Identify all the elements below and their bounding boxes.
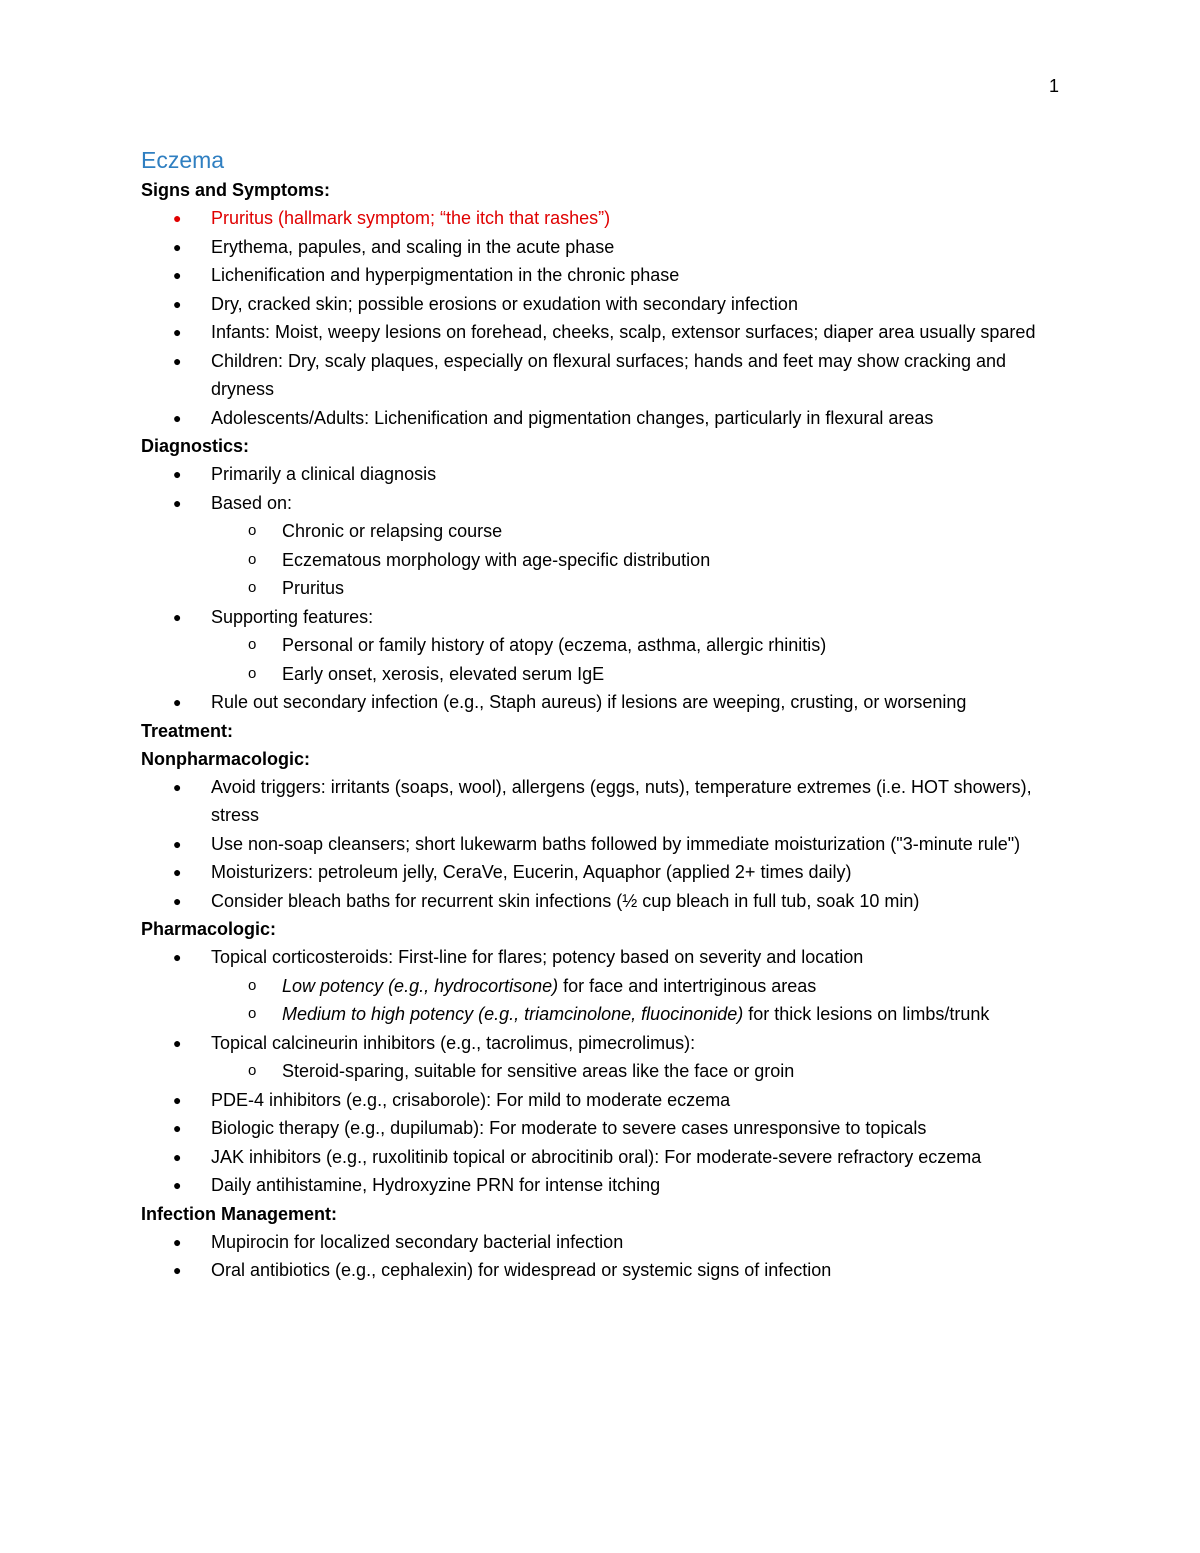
supporting-features-list	[211, 631, 1061, 688]
list-item: ● Pruritus (hallmark symptom; “the itch that rashes”)	[141, 204, 1061, 233]
based-on-list	[211, 517, 1061, 603]
bullet-icon: ●	[173, 1091, 182, 1108]
bullet-icon: ●	[173, 409, 182, 426]
bullet-icon: ●	[173, 1233, 182, 1250]
list-item: ● Based on: o Chronic or relapsing course o Eczematous morphology with age-specific distribution o Pruritus	[141, 489, 1061, 603]
calcineurin-list	[211, 1057, 1061, 1086]
bullet-icon: ●	[173, 892, 182, 909]
bullet-icon: ●	[173, 1262, 182, 1278]
list-item: ● Daily antihistamine, Hydroxyzine PRN for intense itching	[141, 1171, 1061, 1200]
sub-list-item: o Eczematous morphology with age-specific distribution	[211, 546, 1061, 575]
bullet-icon: ●	[173, 210, 182, 226]
bullet-icon: ●	[173, 324, 182, 340]
bullet-icon: ●	[173, 1148, 182, 1165]
list-item: ● Rule out secondary infection (e.g., Staph aureus) if lesions are weeping, crusting, or worsening	[141, 688, 1061, 717]
bullet-icon: ●	[173, 949, 182, 965]
circle-bullet-icon: o	[248, 1005, 257, 1022]
list-item: ● Infants: Moist, weepy lesions on forehead, cheeks, scalp, extensor surfaces; diaper area usually spared	[141, 318, 1061, 347]
circle-bullet-icon: o	[248, 636, 257, 653]
bullet-icon: ●	[173, 778, 182, 795]
circle-bullet-icon: o	[248, 664, 257, 682]
list-item: ● Moisturizers: petroleum jelly, CeraVe, Eucerin, Aquaphor (applied 2+ times daily)	[141, 858, 1061, 887]
list-item: ● Mupirocin for localized secondary bacterial infection	[141, 1228, 1061, 1257]
circle-bullet-icon: o	[248, 1062, 257, 1079]
corticosteroid-potency-list	[211, 972, 1061, 1029]
list-item: ● Primarily a clinical diagnosis	[141, 460, 1061, 489]
circle-bullet-icon: o	[248, 579, 257, 596]
diagnostics-heading: Diagnostics:	[141, 436, 250, 456]
bullet-icon: ●	[173, 466, 182, 482]
sub-list-item: o Personal or family history of atopy (eczema, asthma, allergic rhinitis)	[211, 631, 1061, 660]
signs-list	[141, 204, 1061, 432]
list-item: ● Lichenification and hyperpigmentation in the chronic phase	[141, 261, 1061, 290]
document-body	[141, 144, 1061, 1285]
bullet-icon: ●	[173, 864, 182, 880]
nonpharm-heading: Nonpharmacologic:	[141, 748, 311, 769]
sub-list-item: o Low potency (e.g., hydrocortisone) for face and intertriginous areas	[211, 972, 1061, 1001]
list-item: ● Topical calcineurin inhibitors (e.g., tacrolimus, pimecrolimus): o Steroid-sparing, suitable for sensitive areas like the face or groin	[141, 1029, 1061, 1086]
bullet-icon: ●	[173, 238, 182, 255]
bullet-icon: ●	[173, 1120, 182, 1136]
bullet-icon: ●	[173, 267, 182, 283]
pharm-heading: Pharmacologic:	[141, 919, 277, 939]
infection-list	[141, 1228, 1061, 1285]
sub-list-item: o Chronic or relapsing course	[211, 517, 1061, 546]
list-item: ● Oral antibiotics (e.g., cephalexin) for widespread or systemic signs of infection	[141, 1256, 1061, 1285]
infection-heading: Infection Management:	[141, 1203, 338, 1224]
bullet-icon: ●	[173, 295, 182, 312]
list-item: ● PDE-4 inhibitors (e.g., crisaborole): For mild to moderate eczema	[141, 1086, 1061, 1115]
sub-list-item: o Early onset, xerosis, elevated serum IgE	[211, 660, 1061, 689]
circle-bullet-icon: o	[248, 550, 257, 568]
list-item: ● Adolescents/Adults: Lichenification and pigmentation changes, particularly in flexural areas	[141, 404, 1061, 433]
list-item: ● JAK inhibitors (e.g., ruxolitinib topical or abrocitinib oral): For moderate-severe refractory eczema	[141, 1143, 1061, 1172]
list-item: ● Dry, cracked skin; possible erosions or exudation with secondary infection	[141, 290, 1061, 319]
pharm-list	[141, 943, 1061, 1200]
bullet-icon: ●	[173, 1177, 182, 1193]
list-item: ● Erythema, papules, and scaling in the acute phase	[141, 233, 1061, 262]
circle-bullet-icon: o	[248, 976, 257, 994]
bullet-icon: ●	[173, 1034, 182, 1051]
page-number: 1	[1048, 76, 1059, 96]
sub-list-item: o Medium to high potency (e.g., triamcinolone, fluocinonide) for thick lesions on limbs/trunk	[211, 1000, 1061, 1029]
signs-heading: Signs and Symptoms:	[141, 180, 331, 200]
list-item: ● Avoid triggers: irritants (soaps, wool), allergens (eggs, nuts), temperature extremes (i.e. HOT showers), stress	[141, 773, 1061, 830]
bullet-icon: ●	[173, 694, 182, 710]
bullet-icon: ●	[173, 835, 182, 852]
nonpharm-list	[141, 773, 1061, 916]
list-item: ● Use non-soap cleansers; short lukewarm baths followed by immediate moisturization ("3-minute rule")	[141, 830, 1061, 859]
list-item: ● Supporting features: o Personal or family history of atopy (eczema, asthma, allergic rhinitis) o Early onset, xerosis, elevated serum IgE	[141, 603, 1061, 689]
diagnostics-list	[141, 460, 1061, 717]
bullet-icon: ●	[173, 608, 182, 625]
document-title: Eczema	[141, 147, 225, 173]
bullet-icon: ●	[173, 352, 182, 369]
circle-bullet-icon: o	[248, 522, 257, 539]
list-item: ● Biologic therapy (e.g., dupilumab): For moderate to severe cases unresponsive to topicals	[141, 1114, 1061, 1143]
treatment-heading: Treatment:	[141, 720, 234, 741]
bullet-icon: ●	[173, 494, 182, 511]
sub-list-item: o Pruritus	[211, 574, 1061, 603]
list-item: ● Consider bleach baths for recurrent skin infections (½ cup bleach in full tub, soak 10 min)	[141, 887, 1061, 916]
list-item: ● Topical corticosteroids: First-line for flares; potency based on severity and location o Low potency (e.g., hydrocortisone) for face and intertriginous areas o Medium to high potency (e.g., triamcinolone, fluocinonide) for thick lesions on limbs/trunk	[141, 943, 1061, 1029]
list-item: ● Children: Dry, scaly plaques, especially on flexural surfaces; hands and feet may show cracking and dryness	[141, 347, 1061, 404]
sub-list-item: o Steroid-sparing, suitable for sensitive areas like the face or groin	[211, 1057, 1061, 1086]
